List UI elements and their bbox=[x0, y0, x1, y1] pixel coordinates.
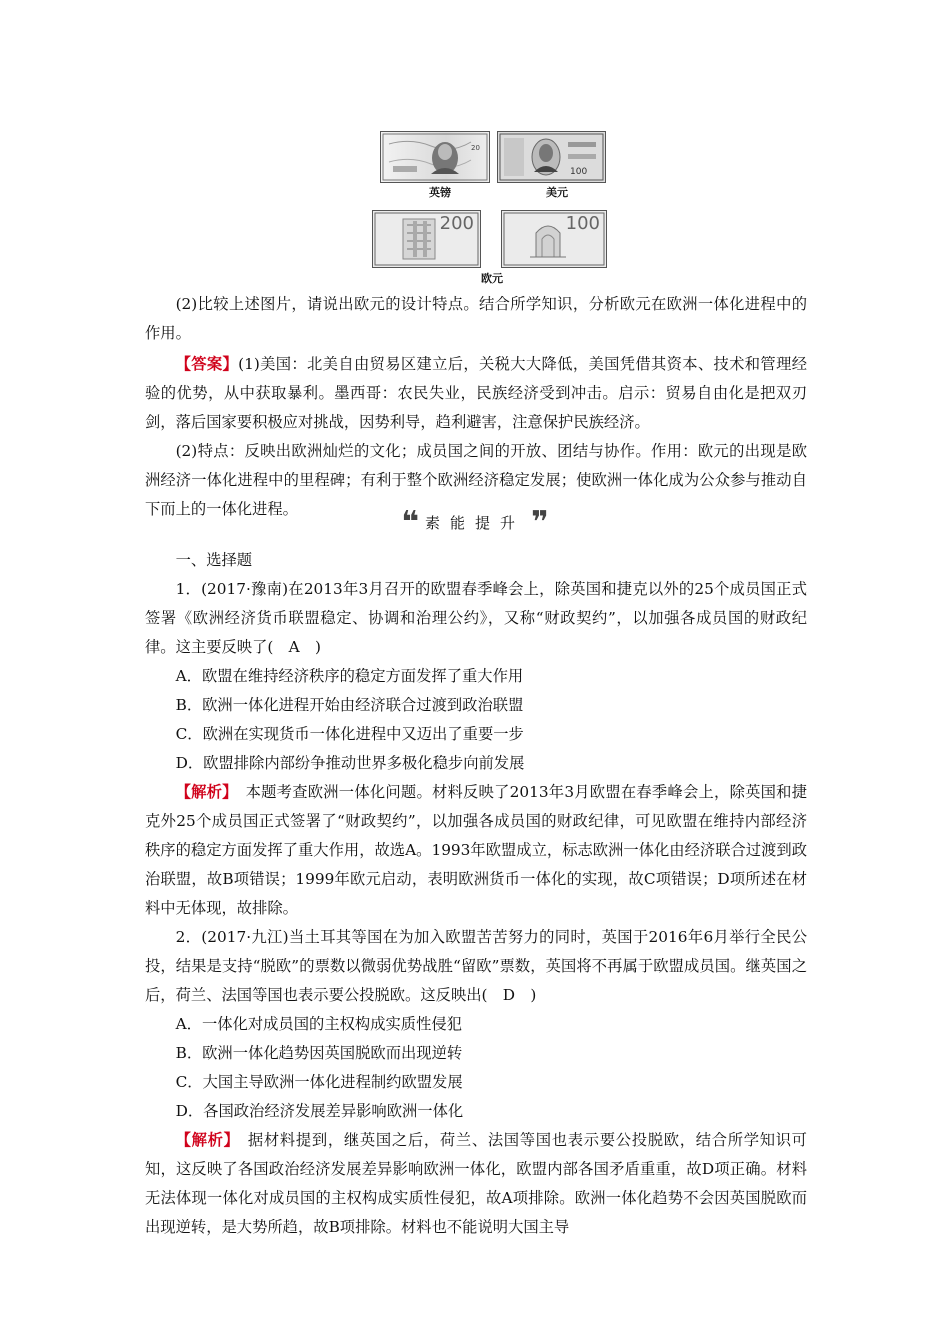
euro100-value: 100 bbox=[565, 213, 600, 234]
q1-stem: 1．(2017·豫南)在2013年3月召开的欧盟春季峰会上，除英国和捷克以外的25个成员国正式签署《欧洲经济货币联盟稳定、协调和治理公约》，又称“财政契约”，以加强各成员国的财政纪律。这主要反映了( A ) bbox=[145, 580, 807, 656]
analysis-tag: 【解析】 bbox=[175, 783, 231, 801]
usd-caption: 美元 bbox=[546, 186, 568, 199]
section-title-banner bbox=[0, 504, 950, 540]
q1-option: A．欧盟在维持经济秩序的稳定方面发挥了重大作用 bbox=[175, 667, 524, 685]
q2-option: C．大国主导欧洲一体化进程制约欧盟发展 bbox=[175, 1073, 463, 1091]
euro100-banknote-image bbox=[501, 210, 607, 268]
euro200-value: 200 bbox=[439, 213, 474, 234]
q1-option: B．欧洲一体化进程开始由经济联合过渡到政治联盟 bbox=[175, 696, 524, 714]
answer-p1: 【答案】(1)美国：北美自由贸易区建立后，关税大大降低，美国凭借其资本、技术和管理经验的优势，从中获取暴利。墨西哥：农民失业，民族经济受到冲击。启示：贸易自由化是把双刃剑，落后国家要积极应对挑战，因势利导，趋利避害，注意保护民族经济。 bbox=[145, 355, 807, 431]
euro-caption: 欧元 bbox=[481, 272, 503, 285]
open-quote-icon: ❝ bbox=[401, 504, 419, 540]
q1-analysis: 【解析】 本题考查欧洲一体化问题。材料反映了2013年3月欧盟在春季峰会上，除英国和捷克外25个成员国正式签署了“财政契约”，以加强各成员国的财政纪律，可见欧盟在维持内部经济秩序的稳定方面发挥了重大作用，故选A。1993年欧盟成立，标志欧洲一体化由经济联合过渡到政治联盟，故B项错误；1999年欧元启动，表明欧洲货币一体化的实现，故C项错误；D项所述在材料中无体现，故排除。 bbox=[145, 783, 807, 917]
gbp-banknote-image bbox=[380, 131, 490, 183]
svg-text:20: 20 bbox=[471, 144, 480, 152]
q1-option: D．欧盟排除内部纷争推动世界多极化稳步向前发展 bbox=[175, 754, 525, 772]
euro200-banknote-image bbox=[372, 210, 481, 268]
currency-figure bbox=[0, 0, 950, 290]
section-title: 素能提升 bbox=[424, 514, 525, 532]
section-heading: 一、选择题 bbox=[175, 551, 253, 569]
q2-analysis: 【解析】 据材料提到，继英国之后，荷兰、法国等国也表示要公投脱欧，结合所学知识可知，这反映了各国政治经济发展差异影响欧洲一体化，欧盟内部各国矛盾重重，故D项正确。材料无法体现一体化对成员国的主权构成实质性侵犯，故A项排除。欧洲一体化趋势不会因英国脱欧而出现逆转，是大势所趋，故B项排除。材料也不能说明大国主导 bbox=[145, 1131, 807, 1236]
q2-option: A．一体化对成员国的主权构成实质性侵犯 bbox=[175, 1015, 462, 1033]
prev-question-block bbox=[145, 290, 807, 524]
gbp-caption: 英镑 bbox=[429, 186, 451, 199]
usd-banknote-image bbox=[497, 131, 606, 183]
analysis-tag: 【解析】 bbox=[175, 1131, 232, 1149]
close-quote-icon: ❞ bbox=[531, 504, 549, 540]
answer-p2: (2)特点：反映出欧洲灿烂的文化；成员国之间的开放、团结与协作。作用：欧元的出现是欧洲经济一体化进程中的里程碑；有利于整个欧洲经济稳定发展；使欧洲一体化成为公众参与推动自下而上的一体化进程。 bbox=[145, 442, 807, 518]
choice-questions bbox=[145, 546, 807, 1242]
svg-text:100: 100 bbox=[570, 167, 588, 177]
q1-option: C．欧洲在实现货币一体化进程中又迈出了重要一步 bbox=[175, 725, 524, 743]
sub-question-2: (2)比较上述图片，请说出欧元的设计特点。结合所学知识，分析欧元在欧洲一体化进程中的作用。 bbox=[145, 295, 807, 342]
q2-stem: 2．(2017·九江)当土耳其等国在为加入欧盟苦苦努力的同时，英国于2016年6月举行全民公投，结果是支持“脱欧”的票数以微弱优势战胜“留欧”票数，英国将不再属于欧盟成员国。继英国之后，荷兰、法国等国也表示要公投脱欧。这反映出( D ) bbox=[145, 928, 807, 1004]
answer-tag: 【答案】 bbox=[175, 355, 239, 373]
q2-option: D．各国政治经济发展差异影响欧洲一体化 bbox=[175, 1102, 464, 1120]
q2-option: B．欧洲一体化趋势因英国脱欧而出现逆转 bbox=[175, 1044, 463, 1062]
